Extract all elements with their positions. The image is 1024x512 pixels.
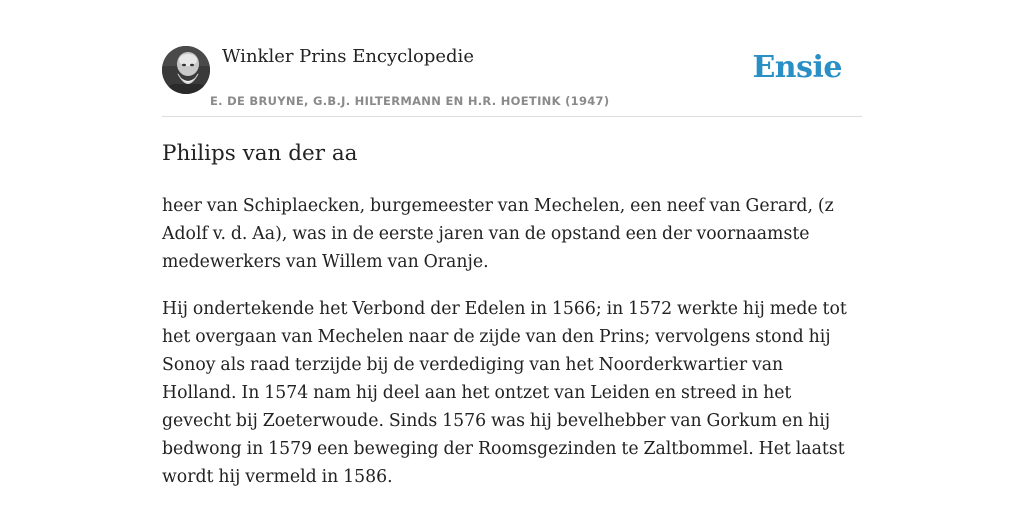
bearded-man-portrait-icon [162, 46, 210, 94]
article-paragraph: Hij ondertekende het Verbond der Edelen in 1566; in 1572 werkte hij mede tot het overgaan van Mechelen naar de zijde van den Prins; vervolgens stond hij Sonoy als raad terzijde bij de verdediging van het Noorderkwartier van Holland. In 1574 nam hij deel aan het ontzet van Leiden en streed in het gevecht bij Zoeterwoude. Sinds 1576 was hij bevelhebber van Gorkum en hij bedwong in 1579 een beweging der Roomsgezinden te Zaltbommel. Het laatst wordt hij vermeld in 1586. [162, 299, 847, 487]
article-title: Philips van der aa [162, 141, 358, 166]
article-body [162, 192, 862, 510]
article-paragraph: heer van Schiplaecken, burgemeester van Mechelen, een neef van Gerard, (z Adolf v. d. Aa), was in de eerste jaren van de opstand een der voornaamste medewerkers van Willem van Oranje. [162, 196, 834, 272]
source-header [162, 46, 862, 117]
author-avatar[interactable] [162, 46, 210, 94]
brand-logo[interactable]: Ensie [752, 50, 842, 85]
source-authors: E. DE BRUYNE, G.B.J. HILTERMANN EN H.R. HOETINK (1947) [210, 94, 610, 108]
source-title[interactable]: Winkler Prins Encyclopedie [222, 46, 474, 67]
